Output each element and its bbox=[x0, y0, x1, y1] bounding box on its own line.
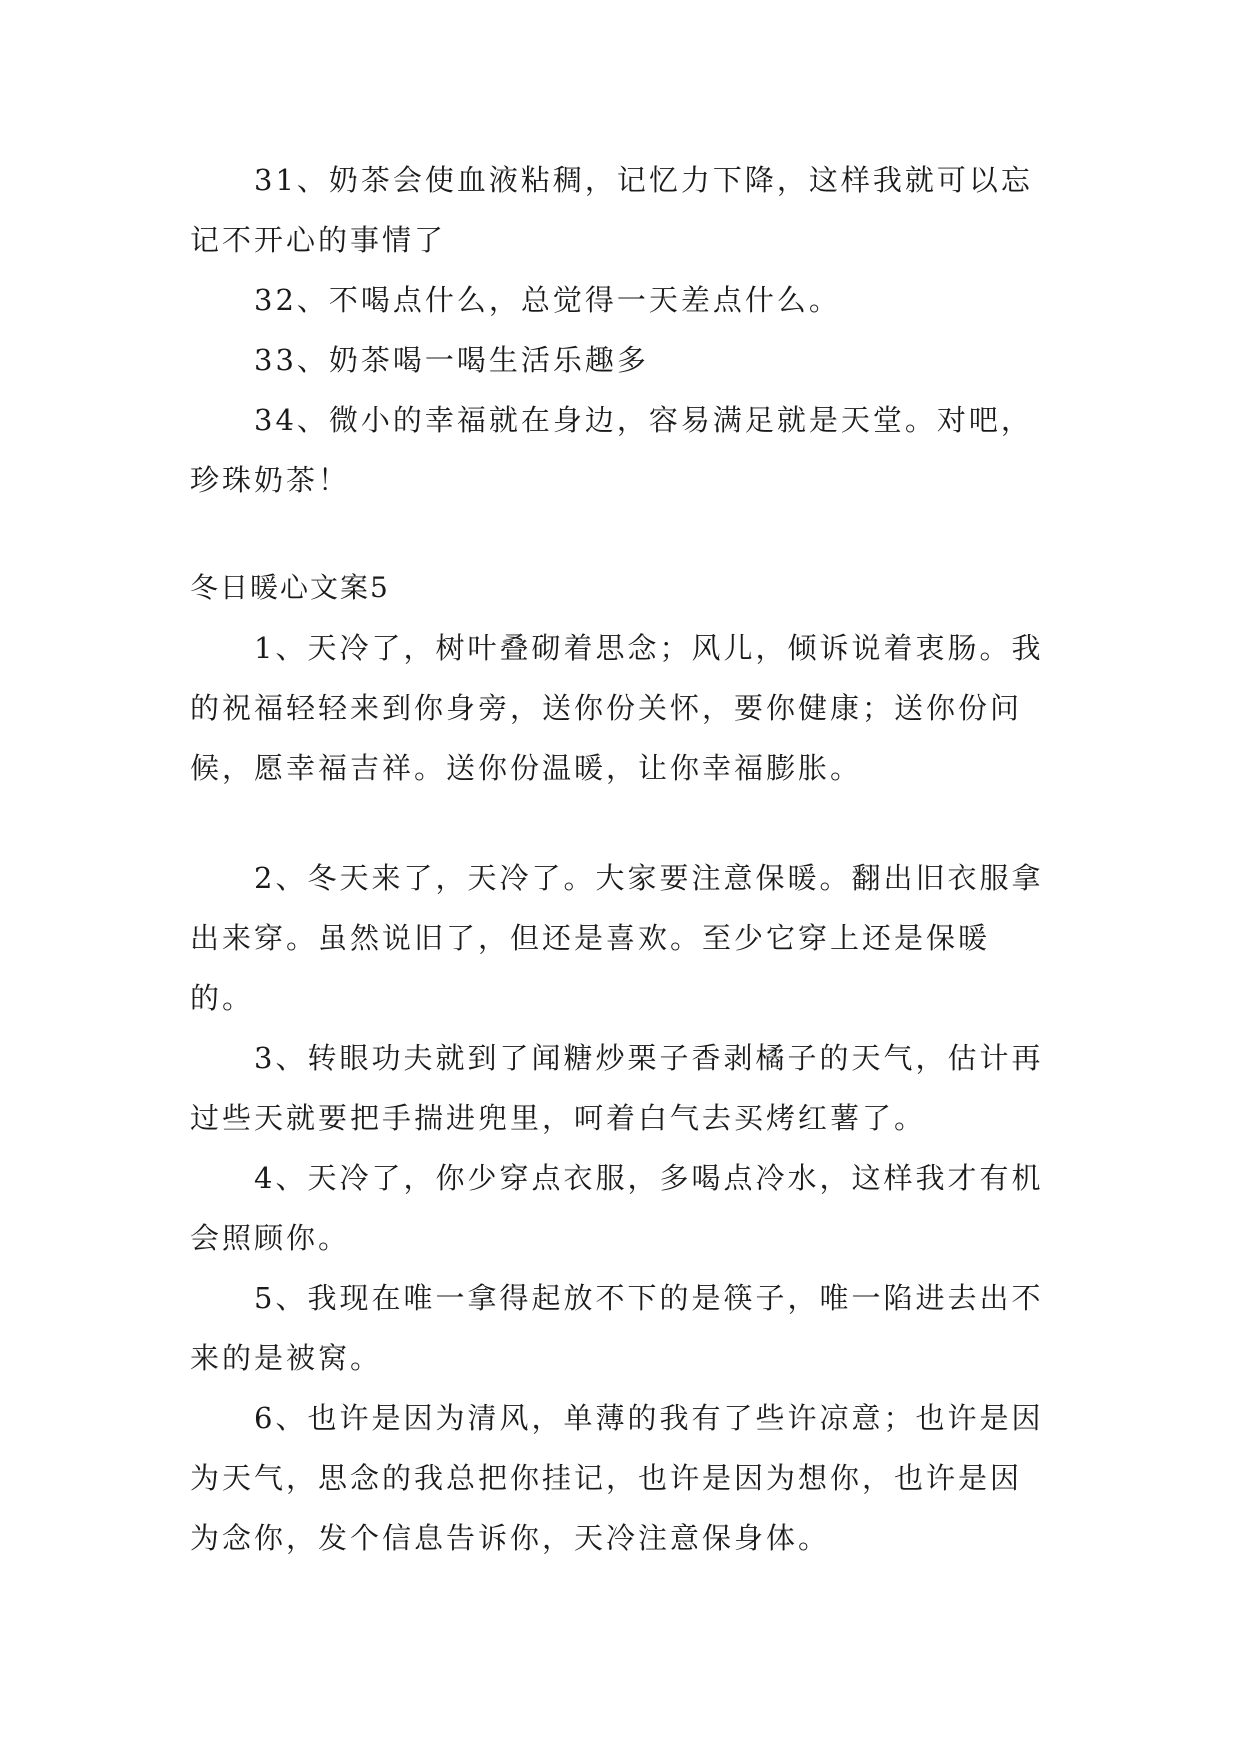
list-item-4: 4、天冷了，你少穿点衣服，多喝点冷水，这样我才有机会照顾你。 bbox=[190, 1161, 1044, 1255]
list-item-1: 1、天冷了，树叶叠砌着思念；风儿，倾诉说着衷肠。我的祝福轻轻来到你身旁，送你份关怀，要你健康；送你份问候，愿幸福吉祥。送你份温暖，让你幸福膨胀。 bbox=[190, 631, 1044, 785]
list-item-5: 5、我现在唯一拿得起放不下的是筷子，唯一陷进去出不来的是被窝。 bbox=[190, 1281, 1044, 1375]
list-item-6: 6、也许是因为清风，单薄的我有了些许凉意；也许是因为天气，思念的我总把你挂记，也许是因为想你，也许是因为念你，发个信息告诉你，天冷注意保身体。 bbox=[190, 1401, 1044, 1555]
list-item-33: 33、奶茶喝一喝生活乐趣多 bbox=[254, 343, 649, 377]
list-item-31: 31、奶茶会使血液粘稠，记忆力下降，这样我就可以忘记不开心的事情了 bbox=[190, 163, 1033, 257]
section-title: 冬日暖心文案5 bbox=[190, 571, 390, 604]
list-item-2: 2、冬天来了，天冷了。大家要注意保暖。翻出旧衣服拿出来穿。虽然说旧了，但还是喜欢。至少它穿上还是保暖的。 bbox=[190, 861, 1044, 1015]
list-item-3: 3、转眼功夫就到了闻糖炒栗子香剥橘子的天气，估计再过些天就要把手揣进兜里，呵着白气去买烤红薯了。 bbox=[190, 1041, 1044, 1135]
list-item-34: 34、微小的幸福就在身边，容易满足就是天堂。对吧，珍珠奶茶！ bbox=[190, 403, 1033, 497]
list-item-32: 32、不喝点什么，总觉得一天差点什么。 bbox=[254, 283, 841, 317]
